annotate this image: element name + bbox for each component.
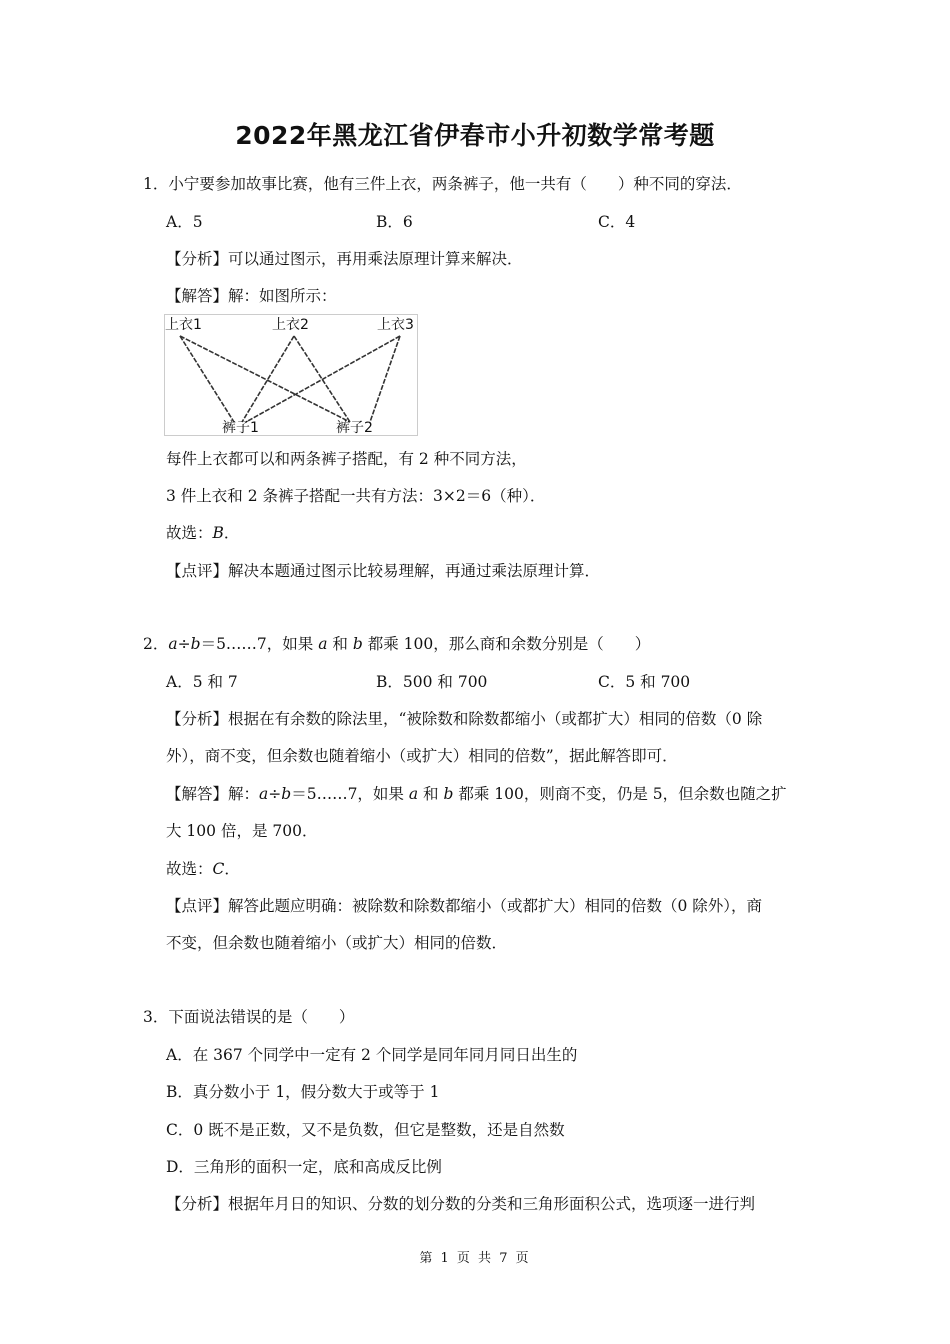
q2-analysis-line2: 外），商不变，但余数也随着缩小（或扩大）相同的倍数”，据此解答即可． [166, 747, 678, 765]
q3-stem: 3．下面说法错误的是（ ） [143, 1008, 355, 1026]
q2-choose-prefix: 故选： [166, 860, 213, 878]
q2-analysis-line1: 【分析】根据在有余数的除法里，“被除数和除数都缩小（或都扩大）相同的倍数（0 除 [166, 710, 763, 728]
q2-answer-prefix: 【解答】解： [166, 785, 260, 803]
q1-choose-letter: B [212, 524, 224, 542]
q2-option-b: B．500 和 700 [376, 673, 488, 691]
page-footer: 第 1 页 共 7 页 [419, 1251, 531, 1266]
divide-sign: ÷ [177, 635, 191, 653]
var-a: a [408, 785, 419, 803]
q1-choose [166, 522, 239, 544]
var-b: b [352, 635, 363, 653]
top-label-2: 上衣2 [272, 317, 309, 333]
q2-choose-letter: C [212, 860, 225, 878]
var-a: a [259, 785, 269, 803]
divide-sign: ÷ [268, 785, 282, 803]
page-title: 2022年黑龙江省伊春市小升初数学常考题 [235, 121, 715, 150]
var-a: a [168, 635, 178, 653]
q1-option-a: A．5 [166, 213, 203, 231]
q2-comment-line1: 【点评】解答此题应明确：被除数和除数都缩小（或都扩大）相同的倍数（0 除外），商 [166, 897, 763, 915]
q2-answer-line2: 大 100 倍，是 700． [166, 822, 318, 840]
q2-option-c: C．5 和 700 [598, 673, 691, 691]
q2-choose-suffix: ． [224, 860, 240, 878]
q2-stem [143, 633, 650, 655]
top-label-1: 上衣1 [165, 317, 202, 333]
q2-number: 2． [143, 635, 169, 653]
q2-answer-mid: ＝5……7，如果 [291, 785, 409, 803]
bottom-label-1: 裤子1 [222, 420, 259, 436]
bottom-label-2: 裤子2 [336, 420, 373, 436]
var-b: b [281, 785, 292, 803]
q3-option-c: C．0 既不是正数，又不是负数，但它是整数，还是自然数 [166, 1121, 565, 1139]
q2-comment-line2: 不变，但余数也随着缩小（或扩大）相同的倍数． [166, 934, 508, 952]
q1-explain-line1: 每件上衣都可以和两条裤子搭配，有 2 种不同方法， [166, 450, 527, 468]
q2-stem-mid: ＝5……7，如果 [200, 635, 319, 653]
var-b: b [443, 785, 454, 803]
q1-stem: 1．小宁要参加故事比赛，他有三件上衣，两条裤子，他一共有（ ）种不同的穿法． [143, 175, 742, 193]
q1-choose-prefix: 故选： [166, 524, 213, 542]
q2-and: 和 [327, 635, 353, 653]
q3-analysis: 【分析】根据年月日的知识、分数的划分数的分类和三角形面积公式，选项逐一进行判 [166, 1195, 756, 1213]
q1-answer-intro: 【解答】解：如图所示： [166, 287, 337, 305]
clothing-combination-diagram [164, 314, 418, 436]
q1-option-b: B．6 [376, 213, 413, 231]
top-label-3: 上衣3 [377, 317, 414, 333]
q2-option-a: A．5 和 7 [166, 673, 238, 691]
q3-option-a: A．在 367 个同学中一定有 2 个同学是同年同月同日出生的 [166, 1046, 578, 1064]
q1-option-c: C．4 [598, 213, 636, 231]
q3-option-d: D．三角形的面积一定，底和高成反比例 [166, 1158, 442, 1176]
var-b: b [190, 635, 201, 653]
q1-analysis: 【分析】可以通过图示，再用乘法原理计算来解决． [166, 250, 523, 268]
q2-stem-end: 都乘 100，那么商和余数分别是（ ） [362, 635, 651, 653]
q1-comment: 【点评】解决本题通过图示比较易理解，再通过乘法原理计算． [166, 562, 601, 580]
q2-choose [166, 858, 240, 880]
q2-and: 和 [418, 785, 444, 803]
var-a: a [318, 635, 328, 653]
q2-answer-end: 都乘 100，则商不变，仍是 5，但余数也随之扩 [453, 785, 787, 803]
q1-choose-suffix: ． [223, 524, 240, 542]
q2-answer-line1 [166, 783, 787, 805]
q3-option-b: B．真分数小于 1，假分数大于或等于 1 [166, 1083, 440, 1101]
q1-explain-line2: 3 件上衣和 2 条裤子搭配一共有方法：3×2＝6（种）． [166, 487, 546, 505]
line-top3-bottom2 [370, 336, 400, 422]
